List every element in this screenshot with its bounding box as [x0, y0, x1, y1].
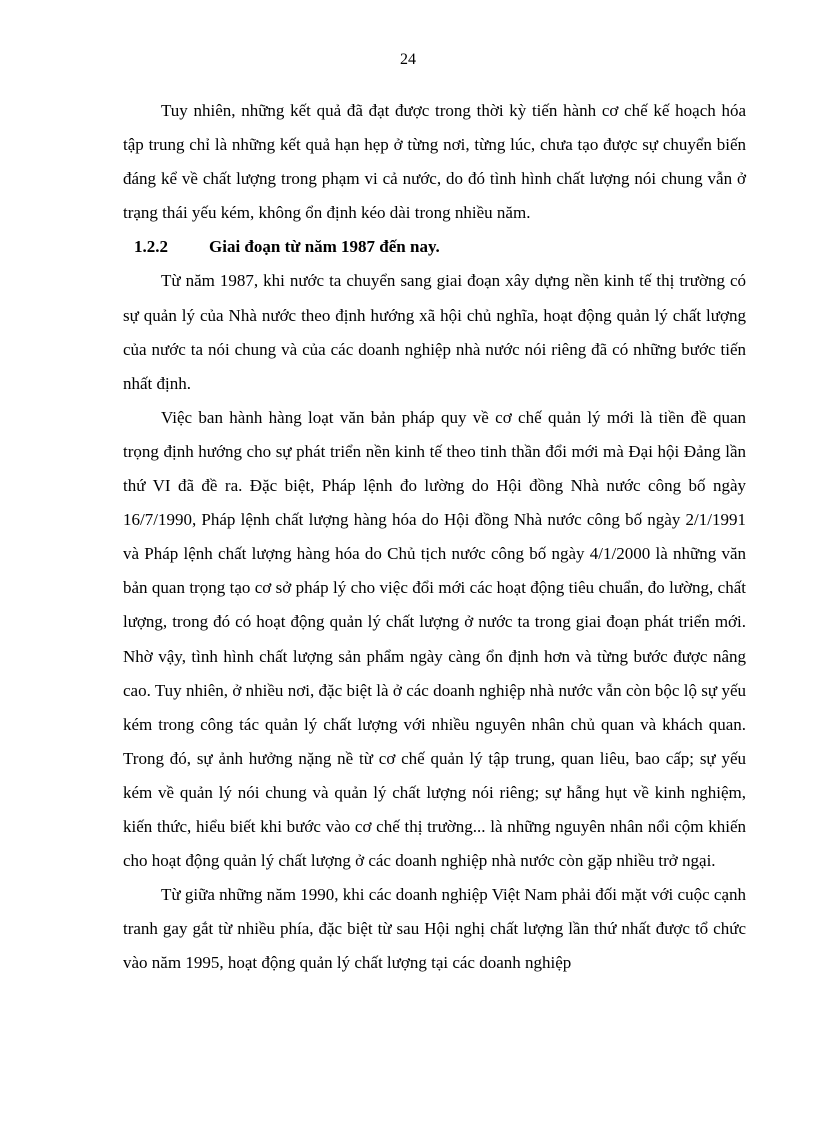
section-heading — [123, 230, 746, 264]
section-number: 1.2.2 — [134, 237, 168, 257]
paragraph-4: Từ giữa những năm 1990, khi các doanh nghiệp Việt Nam phải đối mặt với cuộc cạnh tranh gay gắt từ nhiều phía, đặc biệt từ sau Hội nghị chất lượng lần thứ nhất được tổ chức vào năm 1995, hoạt động quản lý chất lượng tại các doanh nghiệp — [123, 885, 746, 973]
paragraph-1: Tuy nhiên, những kết quả đã đạt được trong thời kỳ tiến hành cơ chế kế hoạch hóa tập trung chỉ là những kết quả hạn hẹp ở từng nơi, từng lúc, chưa tạo được sự chuyển biến đáng kể về chất lượng trong phạm vi cả nước, do đó tình hình chất lượng nói chung vẫn ở trạng thái yếu kém, không ổn định kéo dài trong nhiều năm. — [123, 101, 746, 223]
page-number: 24 — [400, 51, 416, 68]
paragraph-3: Việc ban hành hàng loạt văn bản pháp quy về cơ chế quản lý mới là tiền đề quan trọng định hướng cho sự phát triển nền kinh tế theo tinh thần đổi mới mà Đại hội Đảng lần thứ VI đã đề ra. Đặc biệt, Pháp lệnh đo lường do Hội đồng Nhà nước công bố ngày 16/7/1990, Pháp lệnh chất lượng hàng hóa do Hội đồng Nhà nước công bố ngày 2/1/1991 và Pháp lệnh chất lượng hàng hóa do Chủ tịch nước công bố ngày 4/1/2000 là những văn bản quan trọng tạo cơ sở pháp lý cho việc đổi mới các hoạt động tiêu chuẩn, đo lường, chất lượng, trong đó có hoạt động quản lý chất lượng ở nước ta trong giai đoạn phát triển mới. Nhờ vậy, tình hình chất lượng sản phẩm ngày càng ổn định hơn và từng bước được nâng cao. Tuy nhiên, ở nhiều nơi, đặc biệt là ở các doanh nghiệp nhà nước vẫn còn bộc lộ sự yếu kém trong công tác quản lý chất lượng với nhiều nguyên nhân chủ quan và khách quan. Trong đó, sự ảnh hưởng nặng nề từ cơ chế quản lý tập trung, quan liêu, bao cấp; sự yếu kém về quản lý nói chung và quản lý chất lượng nói riêng; sự hẫng hụt về kinh nghiệm, kiến thức, hiểu biết khi bước vào cơ chế thị trường... là những nguyên nhân nổi cộm khiến cho hoạt động quản lý chất lượng ở các doanh nghiệp nhà nước còn gặp nhiều trở ngại. — [123, 407, 746, 871]
paragraph-2: Từ năm 1987, khi nước ta chuyển sang giai đoạn xây dựng nền kinh tế thị trường có sự quản lý của Nhà nước theo định hướng xã hội chủ nghĩa, hoạt động quản lý chất lượng của nước ta nói chung và của các doanh nghiệp nhà nước nói riêng đã có những bước tiến nhất định. — [123, 271, 746, 393]
section-title: Giai đoạn từ năm 1987 đến nay. — [209, 237, 440, 257]
document-body — [123, 94, 746, 980]
